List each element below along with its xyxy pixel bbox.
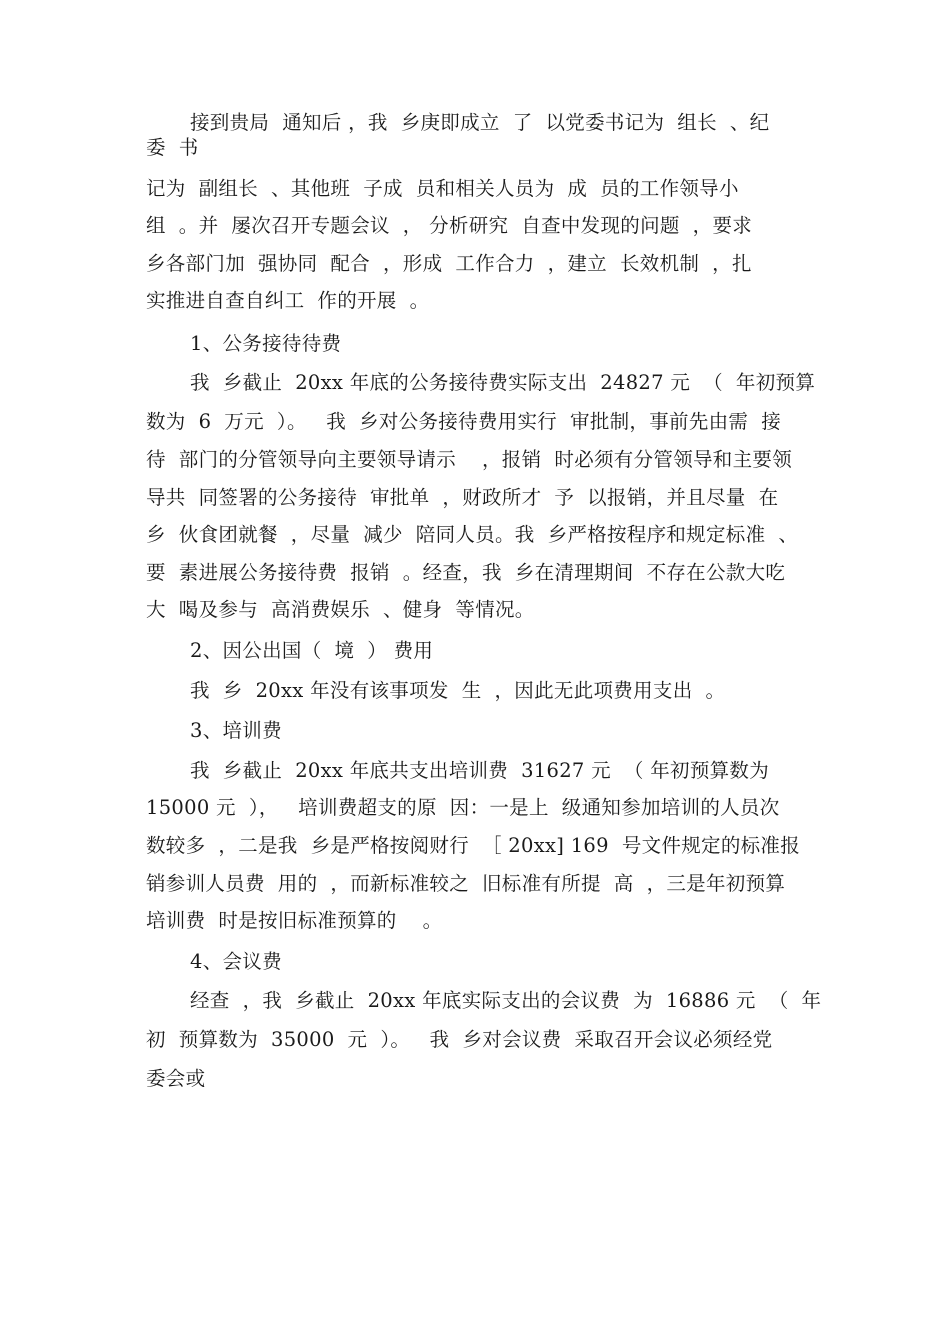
section-heading: 4、会议费	[190, 950, 282, 973]
paragraph-line: 销参训人员费 用的 ，而新标准较之 旧标准有所提 高 ，三是年初预算	[146, 872, 786, 895]
paragraph-line: 组 。并 屡次召开专题会议 ， 分析研究 自查中发现的问题 ，要求	[146, 214, 753, 237]
paragraph-line: 培训费 时是按旧标准预算的 。	[146, 909, 443, 932]
paragraph-line: 要 素进展公务接待费 报销 。经查，我 乡在清理期间 不存在公款大吃	[146, 561, 786, 584]
paragraph-line: 我 乡 20xx 年没有该事项发 生 ，因此无此项费用支出 。	[190, 679, 726, 702]
paragraph-line: 15000 元 ）， 培训费超支的原 因：一是上 级通知参加培训的人员次	[146, 796, 780, 819]
paragraph-line: 接到贵局 通知后 ，我 乡庚即成立 了 以党委书记为 组长 、纪	[190, 111, 770, 134]
section-heading: 3、培训费	[190, 719, 282, 742]
paragraph-line: 大 喝及参与 高消费娱乐 、健身 等情况。	[146, 598, 535, 621]
paragraph-line: 委会或	[146, 1067, 206, 1090]
section-heading: 2、因公出国（ 境 ） 费用	[190, 639, 434, 662]
paragraph-line: 待 部门的分管领导向主要领导请示 ，报销 时必须有分管领导和主要领	[146, 448, 792, 471]
paragraph-line: 经查 ，我 乡截止 20xx 年底实际支出的会议费 为 16886 元 （ 年	[190, 989, 822, 1012]
paragraph-line: 记为 副组长 、其他班 子成 员和相关人员为 成 员的工作领导小	[146, 177, 739, 200]
section-heading: 1、公务接待待费	[190, 332, 342, 355]
paragraph-line: 我 乡截止 20xx 年底的公务接待费实际支出 24827 元 （ 年初预算	[190, 371, 816, 394]
paragraph-line: 数为 6 万元 ）。 我 乡对公务接待费用实行 审批制，事前先由需 接	[146, 410, 782, 433]
paragraph-line: 委 书	[146, 136, 199, 159]
paragraph-line: 实推进自查自纠工 作的开展 。	[146, 289, 430, 312]
paragraph-line: 数较多 ，二是我 乡是严格按阅财行 ［ 20xx] 169 号文件规定的标准报	[146, 834, 801, 857]
paragraph-line: 乡各部门加 强协同 配合 ，形成 工作合力 ，建立 长效机制 ，扎	[146, 252, 752, 275]
paragraph-line: 乡 伙食团就餐 ，尽量 减少 陪同人员。我 乡严格按程序和规定标准 、	[146, 523, 799, 546]
paragraph-line: 我 乡截止 20xx 年底共支出培训费 31627 元 （ 年初预算数为	[190, 759, 770, 782]
paragraph-line: 初 预算数为 35000 元 ）。 我 乡对会议费 采取召开会议必须经党	[146, 1028, 773, 1051]
paragraph-line: 导共 同签署的公务接待 审批单 ，财政所才 予 以报销，并且尽量 在	[146, 486, 779, 509]
